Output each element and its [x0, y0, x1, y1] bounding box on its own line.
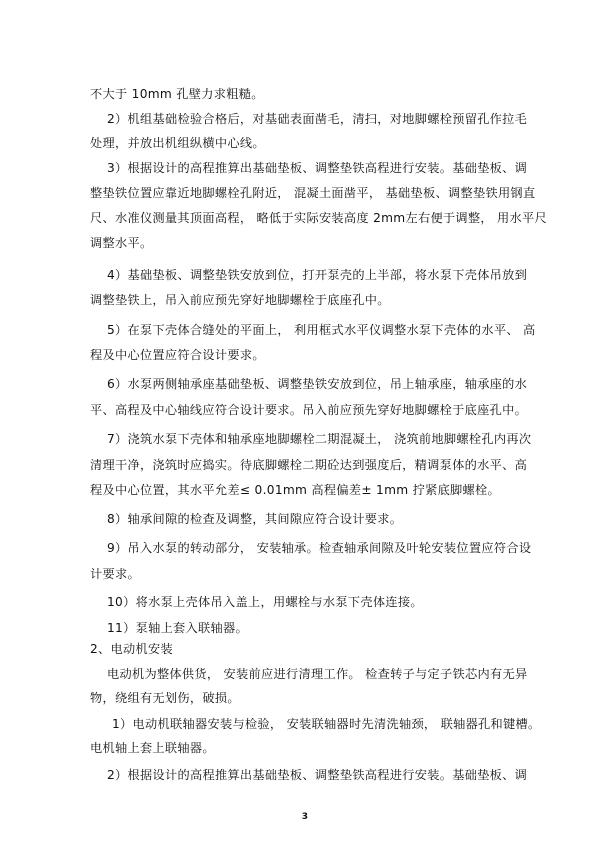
paragraph-line: 9）吊入水泵的转动部分， 安装轴承。检查轴承间隙及叶轮安装位置应符合设	[107, 541, 532, 555]
paragraph-line: 电动机为整体供货， 安装前应进行清理工作。 检查转子与定子铁芯内有无异	[107, 667, 528, 681]
paragraph-line: 调整垫铁上，吊入前应预先穿好地脚螺栓于底座孔中。	[90, 293, 390, 307]
paragraph-line: 计要求。	[90, 567, 140, 581]
paragraph-line: 物，绕组有无划伤，破损。	[90, 691, 240, 705]
paragraph-line: 11）泵轴上套入联轴器。	[107, 621, 248, 635]
paragraph-line: 7）浇筑水泵下壳体和轴承座地脚螺栓二期混凝土， 浇筑前地脚螺栓孔内再次	[107, 432, 532, 446]
paragraph-line: 1）电动机联轴器安装与检验， 安装联轴器时先清洗轴颈， 联轴器孔和键槽。	[112, 717, 541, 731]
page-number: 3	[301, 812, 309, 822]
paragraph-line: 6）水泵两侧轴承座基础垫板、调整垫铁安放到位，吊上轴承座，轴承座的水	[107, 377, 528, 391]
paragraph-line: 程及中心位置，其水平允差≤ 0.01mm 高程偏差± 1mm 拧紧底脚螺栓。	[90, 483, 501, 497]
paragraph-line: 清理干净，浇筑时应捣实。待底脚螺栓二期砼达到强度后，精调泵体的水平、高	[90, 458, 528, 472]
paragraph-line: 电机轴上套上联轴器。	[90, 741, 215, 755]
paragraph-line: 处理，并放出机组纵横中心线。	[90, 136, 265, 150]
paragraph-line: 程及中心位置应符合设计要求。	[90, 348, 265, 362]
paragraph-line: 8）轴承间隙的检查及调整，其间隙应符合设计要求。	[107, 512, 403, 526]
paragraph-line: 2）根据设计的高程推算出基础垫板、调整垫铁高程进行安装。基础垫板、调	[107, 768, 528, 782]
paragraph-line: 平、高程及中心轴线应符合设计要求。吊入前应预先穿好地脚螺栓于底座孔中。	[90, 403, 528, 417]
paragraph-line: 2）机组基础检验合格后，对基础表面凿毛，清扫，对地脚螺栓预留孔作拉毛	[107, 112, 528, 126]
section-heading: 2、电动机安装	[90, 642, 173, 656]
paragraph-line: 10）将水泵上壳体吊入盖上，用螺栓与水泵下壳体连接。	[107, 595, 423, 609]
paragraph-line: 5）在泵下壳体合缝处的平面上， 利用框式水平仪调整水泵下壳体的水平、 高	[107, 323, 536, 337]
paragraph-line: 不大于 10mm 孔壁力求粗糙。	[90, 87, 264, 101]
paragraph-line: 尺、水准仪测量其顶面高程， 略低于实际安装高度 2mm左右便于调整， 用水平尺	[90, 211, 548, 225]
paragraph-line: 调整水平。	[90, 236, 153, 250]
paragraph-line: 4）基础垫板、调整垫铁安放到位，打开泵壳的上半部，将水泵下壳体吊放到	[107, 268, 528, 282]
paragraph-line: 3）根据设计的高程推算出基础垫板、调整垫铁高程进行安装。基础垫板、调	[107, 161, 528, 175]
paragraph-line: 整垫铁位置应靠近地脚螺栓孔附近， 混凝土面凿平， 基础垫板、调整垫铁用钢直	[90, 186, 536, 200]
